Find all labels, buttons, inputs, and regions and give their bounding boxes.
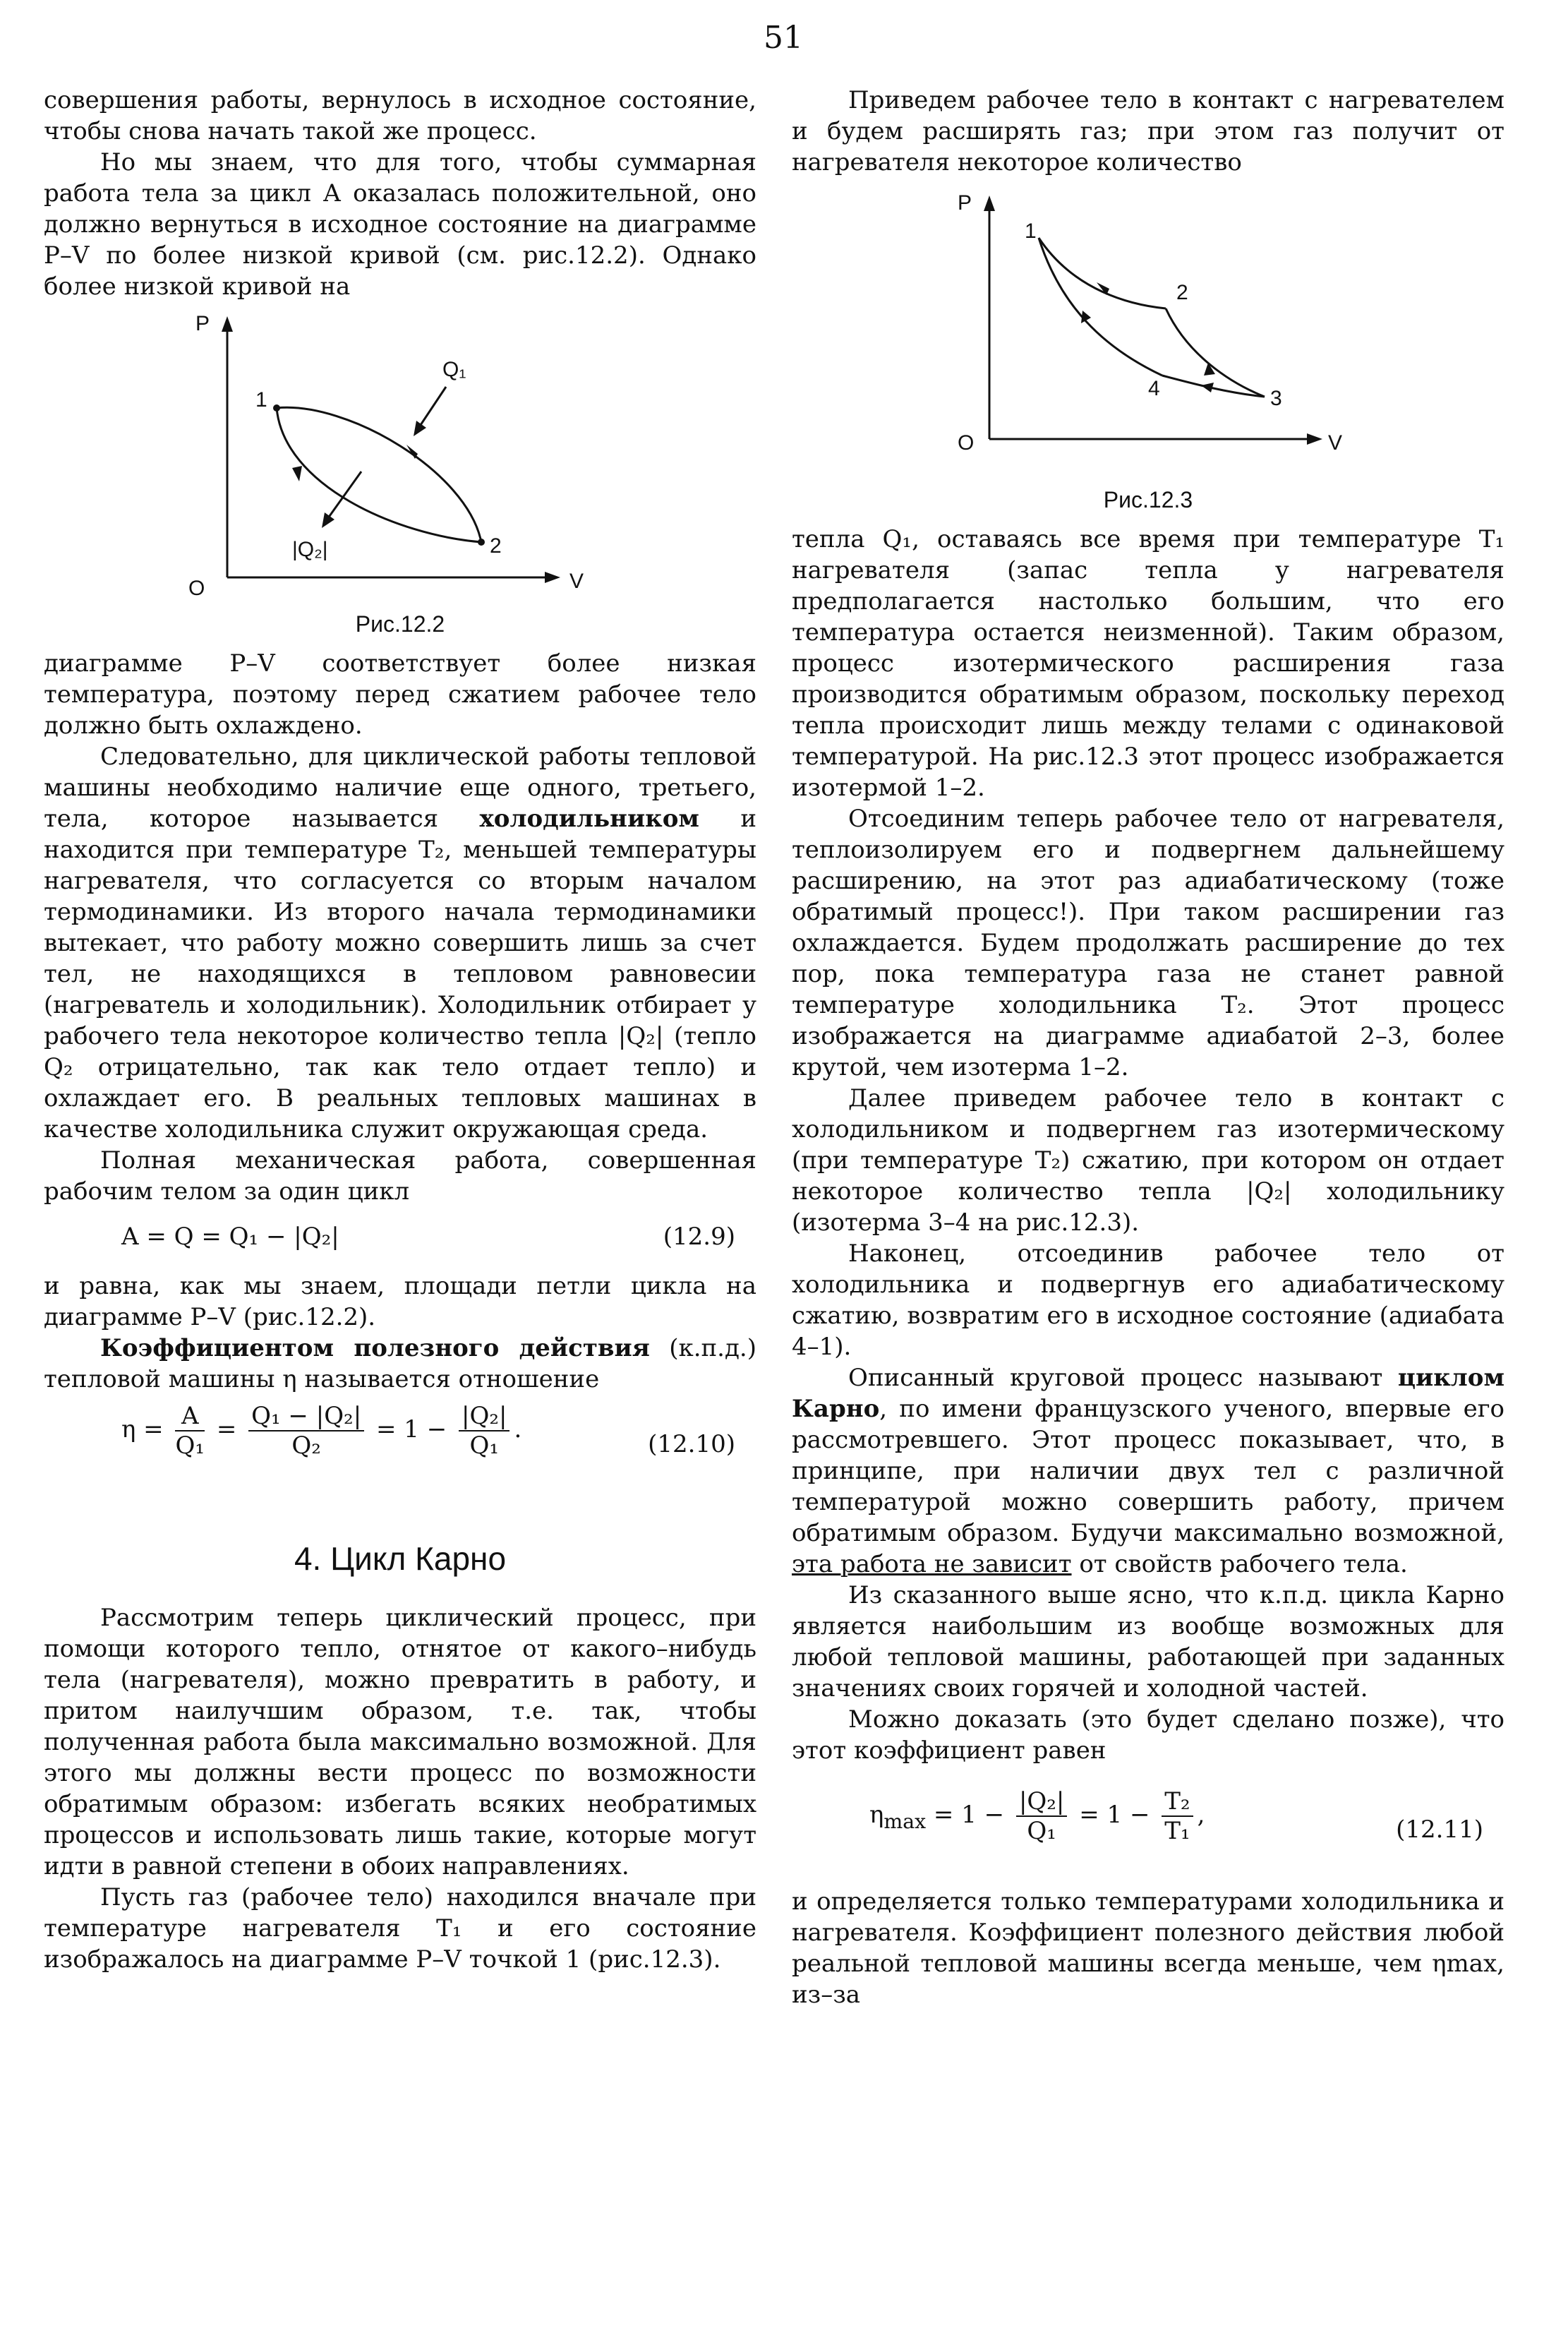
paragraph: Следовательно, для циклической работы тепловой машины необходимо наличие еще одного, третьего, тела, которое называется холодильником и находится при температуре T₂, меньшей температуры нагревателя, что согласуется со вторым началом термодинамики. Из второго начала термодинамики вытекает, что работу можно совершить лишь за счет тел, не находящихся в тепловом равновесии (нагреватель и холодильник). Холодильник отбирает у рабочего тела некоторое количество тепла |Q₂| (тепло Q₂ отрицательно, так как тело отдает тепло) и охлаждает его. В реальных тепловых машинах в качестве холодильника служит окружающая среда. — [44, 743, 756, 1144]
equation-12-11 — [792, 1787, 1504, 1872]
paragraph: тепла Q₁, оставаясь все время при температуре T₁ нагревателя (запас тепла у нагревателя предполагается настолько большим, что его температура остается неизменной). Таким образом, процесс изотермического расширения газа производится обратимым образом, поскольку переход тепла происходит лишь между телами с одинаковой температурой. На рис.12.3 этот процесс изображается изотермой 1–2. — [792, 525, 1504, 802]
figure-12-2 — [44, 309, 756, 640]
paragraph: Коэффициентом полезного действия (к.п.д.) тепловой машины η называется отношение — [44, 1334, 756, 1393]
q2-label: |Q₂| — [292, 538, 328, 561]
figure-caption: Рис.12.2 — [355, 611, 445, 637]
underlined-phrase: эта работа не зависит — [792, 1550, 1072, 1578]
point-3-label: 3 — [1270, 387, 1282, 410]
equation-expression: A = Q = Q₁ − |Q₂| — [121, 1223, 339, 1251]
paragraph: Описанный круговой процесс называют циклом Карно, по имени французского ученого, впервые его рассмотревшего. Этот процесс показывает, что, в принципе, при наличии двух тел с различной температурой можно совершить работу, причем обратимым образом. Будучи максимально возможной, эта работа не зависит от свойств рабочего тела. — [792, 1364, 1504, 1578]
paragraph: Из сказанного выше ясно, что к.п.д. цикла Карно является наибольшим из вообще возможных для любой тепловой машины, работающей при заданных значениях своих горячей и холодной частей. — [792, 1581, 1504, 1703]
upper-curve — [277, 407, 481, 542]
isotherm-3-4 — [1162, 376, 1265, 397]
axis-v-label: V — [569, 570, 584, 593]
paragraph: и определяется только температурами холодильника и нагревателя. Коэффициент полезного действия любой реальной тепловой машины всегда меньше, чем ηmax, из–за — [792, 1887, 1504, 2009]
equation-12-9 — [44, 1214, 756, 1263]
page-number: 51 — [764, 20, 803, 56]
equation-expression: η = $\frac{A}{\text{Q₁}}$ = $\frac{\text{Q₁ − |Q₂|}}{\text{Q₂}}$ = 1 − $\frac{\text{|Q₂|}}{\text{Q₁}}$ . — [121, 1402, 522, 1460]
point-4-label: 4 — [1148, 377, 1160, 400]
isotherm-1-2 — [1039, 238, 1166, 308]
term-carnot-cycle: циклом Карно — [792, 1364, 1504, 1423]
paragraph: Пусть газ (рабочее тело) находился вначале при температуре нагревателя T₁ и его состояние изображалось на диаграмме P–V точкой 1 (рис.12.3). — [44, 1883, 756, 1974]
figure-12-3 — [792, 185, 1504, 515]
axis-p-label: P — [958, 191, 972, 215]
paragraph: Полная механическая работа, совершенная рабочим телом за один цикл — [44, 1146, 756, 1206]
axis-p-label: P — [195, 312, 210, 335]
lower-curve — [277, 408, 481, 542]
equation-number: (12.9) — [663, 1223, 735, 1251]
point-1-label: 1 — [255, 388, 267, 412]
q1-label: Q₁ — [442, 358, 466, 381]
point-2-label: 2 — [1176, 281, 1188, 304]
origin-label: O — [188, 577, 205, 600]
paragraph: Наконец, отсоединив рабочее тело от холодильника и подвергнув его адиабатическому сжатию, возвратим его в исходное состояние (адиабата 4–1). — [792, 1239, 1504, 1361]
paragraph: совершения работы, вернулось в исходное состояние, чтобы снова начать такой же процесс. — [44, 86, 756, 145]
paragraph: Можно доказать (это будет сделано позже), что этот коэффициент равен — [792, 1705, 1504, 1765]
origin-label: O — [958, 431, 975, 455]
paragraph: Приведем рабочее тело в контакт с нагревателем и будем расширять газ; при этом газ получит от нагревателя некоторое количество — [792, 86, 1504, 176]
paragraph: Отсоединим теперь рабочее тело от нагревателя, теплоизолируем его и подвергнем дальнейшему расширению, на этот раз адиабатическому (тоже обратимый процесс!). При таком расширении газ охлаждается. Будем продолжать расширение до тех пор, пока температура газа не станет равной температуре холодильника T₂. Этот процесс изображается на диаграмме адиабатой 2–3, более крутой, чем изотерма 1–2. — [792, 805, 1504, 1081]
equation-number: (12.11) — [1396, 1815, 1483, 1844]
section-title: 4. Цикл Карно — [294, 1540, 507, 1577]
equation-12-10 — [44, 1402, 756, 1487]
paragraph: и равна, как мы знаем, площади петли цикла на диаграмме P–V (рис.12.2). — [44, 1272, 756, 1331]
right-column — [792, 85, 1504, 2010]
left-column — [44, 85, 756, 1975]
adiabat-4-1 — [1039, 238, 1162, 376]
term-efficiency: Коэффициентом полезного действия — [100, 1334, 650, 1362]
paragraph: Далее приведем рабочее тело в контакт с холодильником и подвергнем газ изотермическому (при температуре T₂) сжатию, при котором он отдает некоторое количество тепла |Q₂| холодильнику (изотерма 3–4 на рис.12.3). — [792, 1084, 1504, 1237]
paragraph: диаграмме P–V соответствует более низкая температура, поэтому перед сжатием рабочее тело должно быть охлаждено. — [44, 649, 756, 740]
adiabat-2-3 — [1166, 308, 1265, 397]
paragraph: Рассмотрим теперь циклический процесс, при помощи которого тепло, отнятое от какого–нибудь тела (нагревателя), можно превратить в работу, и притом наилучшим образом, т.е. так, чтобы полученная работа была максимально возможной. Для этого мы должны вести процесс по возможности обратимым образом: избегать всяких необратимых процессов и использовать лишь такие, которые могут идти в равной степени в обоих направлениях. — [44, 1604, 756, 1880]
term-cooler: холодильником — [479, 805, 699, 833]
figure-caption: Рис.12.3 — [1103, 487, 1193, 512]
point-2-label: 2 — [490, 534, 502, 558]
pv-diagram-12-2 — [44, 309, 756, 606]
pv-diagram-12-3 — [792, 185, 1504, 481]
equation-number: (12.10) — [648, 1430, 735, 1458]
equation-expression: $\eta_{max} = 1$ − $\frac{\text{|Q₂|}}{\text{Q₁}}$ = 1 − $\frac{\text{T₂}}{\text{T₁}}$ , — [869, 1787, 1205, 1845]
paragraph: Но мы знаем, что для того, чтобы суммарная работа тела за цикл А оказалась положительной, оно должно вернуться в исходное состояние на диаграмме P–V по более низкой кривой (см. рис.12.2). Однако более низкой кривой на — [44, 148, 756, 301]
axis-v-label: V — [1328, 431, 1343, 455]
point-1-label: 1 — [1025, 220, 1037, 243]
